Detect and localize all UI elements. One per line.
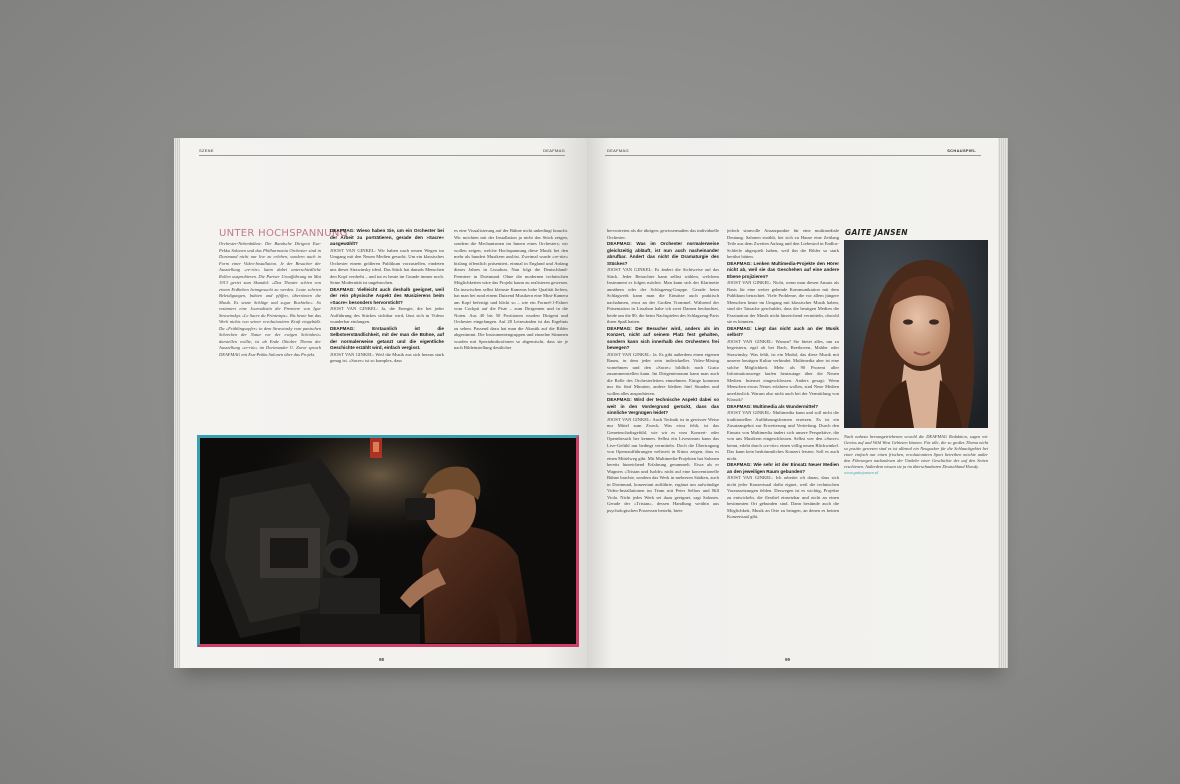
header-rule [605,155,981,156]
running-head-left: SZENE [199,148,214,153]
paragraph: JOOST VAN GINKEL: Ich arbeitet oft daran, dass sich nicht jeder Konzertsaal dafür eignet, weil die technischen Voraussetzungen fehlen. Deswegen ist es wichtig, Projekte zu entwickeln, die flexibel einsetzbar und nicht an einen bestimmten Ort gebunden sind. Dann bestünde auch die Möglichkeit, Musik an Orte zu bringen, an denen es keinen Konzertsaal gibt. [727,475,839,519]
running-head-right: DEAFMAG [543,148,565,153]
right-column-2 [727,228,839,648]
paragraph: DEAFMAG: Liegt das nicht auch an der Musik selbst? [727,325,839,337]
paragraph: JOOST VAN GINKEL: Warum? Sie bietet alles, um zu begeistern, egal ob bei Bach, Beethoven, Mahler oder Strawinsky. Was fehlt, ist ein Modul, das diese Musik mit unserer heutigen Kultur verbindet. Multimedia aber ist eine solche Möglichkeit. Mehr als 90 Prozent aller Informationswege laufen heutzutage über die Neuen Medien. Internet eingeschlossen. Anders gesagt: Wenn Menschen etwas Neues erfahren wollen, sind Neue Medien unerlässlich. Warum also nicht auch bei der Vermittlung von Klassik? [727,338,839,402]
paragraph: JOOST VAN GINKEL: Auch Technik ist in gewisser Weise nur Mittel zum Zweck. Was etwa fehlt, ist das Gemeinschaftsgefühl, wie wir es vom Konzert- oder Opernbesuch her kennen. Selbst ein Livestream kann das Live-Gefühl nur bedingt vermitteln. Doch die Übertragung von Opernaufführungen weltweit in Kinos zeigen, dass es einen Mittelweg gibt. Mit Multimedia-Projekten hat Salonen bereits hinreichend Erfahrung gesammelt. Etwa als er Wagners »Tristan und Isolde« nicht auf eine konventionelle Bühne brachte, sondern das Werk in mehreren Städten, auch in Dortmund, konzertant aufführte, ergänzt um aufwändige Video-Installationen im Team mit Peter Sellars und Bill Viola. Nicht jedes Werk sei dazu geeignet, sagt Salonen. Gerade der »Tristan«, dessen Handlung weithin aus psychologischen Prozessen besteht, biete [607,416,719,513]
paragraph: DEAFMAG: Wieso haben Sie, um ein Orchester bei der Arbeit zu porträtieren, gerade den »Sacre« ausgewählt? [330,228,444,246]
photo-cameraman [200,438,576,644]
header-rule [199,155,565,156]
running-head-left: DEAFMAG [607,148,629,153]
page-number: 99 [785,657,791,662]
article-intro: Orchester-Nebenbühne: Die Bandsche Dirigent Esa-Pekka Salonen und das Philharmonia Orchester sind in Dortmund nicht nur live zu erleben, sondern auch in Form einer Video-Installation. Je der Besucher der Ausstellung »re-rite« kann dabei unterschiedliche Rollen ausprobieren. Die Pariser Uraufführung im Mai 1913 geriet zum Skandal: »Das Theater schien von einem Erdbeben heimgesucht zu werden. Leute schrien Beleidigungen, buhten und pfiffen, übertönten die Musik. Es setzte Schläge und sogar Boxhiebe«. So resümiert eine Journalistin die Premiere von Igor Strawinskys »Le Sacre du Printemps«. Bis heute hat das Werk nichts von seiner revolutionären Kraft eingebüßt. Da »Frühlingsopfer« in dem Strawinsky vom panischen Schrecken der Natur vor der ewigen Schönheit« darstellen wollte, ist ab Ende Oktober Thema der Ausstellung »re-rite« im Dortmunder U. Zuvor sprach DEAFMAG mit Esa-Pekka Salonen über das Projekt. [219,241,321,357]
right-page [587,138,1000,668]
left-page [178,138,587,668]
profile-title: GAITE JANSEN [845,228,908,237]
paragraph: JOOST VAN GINKEL: Ja. Es gibt außerdem einen eigenen Raum, in dem jeder sein individuelles Video-Mixing vornehmen und den »Sacre« bildlich nach Gusto zusammenstellen kann. Im Dirigentenraum kann man auch die Rolle des Orchesterleiters einnehmen. Einige kommen nur für fünf Minuten, andere bleiben fünf Stunden und wollen alles ausprobieren. [607,351,719,396]
running-head-right: SCHAUSPIEL [947,148,976,153]
portrait-photo [844,240,988,428]
paragraph: jedoch sinnvolle Ansatzpunkte für eine multimediale Deutung. Salonen erzählt, bei sich zu Hause eine Zeitlang Teile aus dem Zweiten Aufzug und den Liebestod in Endlos-Schleife abgespielt haben, weil ihn die Bilder so stark berührt hätten. [727,228,839,259]
paragraph: JOOST VAN GINKEL: Wir haben nach neuen Wegen im Umgang mit den Neuen Medien gesucht. Um ein klassisches Orchester einem größeren Publikum vorzustellen, eindeten uns dieser Strawinsky ideal. Das Stück hat damals Menschen den Kopf verdreht – und tut es heute im Grunde immer noch. Seine Modernität ist ungebrochen. [330,247,444,285]
left-column-1 [330,228,444,430]
profile-link[interactable]: www.gaitejansen.nl [844,470,879,475]
magazine-spread [178,138,1000,668]
article-title: UNTER HOCHSPANNUNG [219,228,348,239]
page-number: 98 [379,657,385,662]
paragraph: DEAFMAG: Der Besucher wird, anders als im Konzert, nicht auf seinem Platz fest gehalten, sondern kann sich innerhalb des Orchesters frei bewegen? [607,325,719,350]
paragraph: DEAFMAG: Multimedia als Wundermittel? [727,403,819,409]
page-edge-right [998,138,1008,668]
paragraph: JOOST VAN GINKEL: Weil die Musik aus sich heraus stark genug ist. »Sacre« ist so komplex, dass [330,351,444,363]
right-column-1 [607,228,719,648]
paragraph: DEAFMAG: Was im Orchester normalerweise gleichzeitig abläuft, ist nun auch nacheinander abrufbar. Ändert das nicht die Dramaturgie des Stückes? [607,241,719,266]
paragraph: DEAFMAG: Wird der technische Aspekt dabei so weit in den Vordergrund gerückt, dass das sinnliche Vergnügen leidet? [607,397,719,415]
left-column-2: es eine Visualisierung auf der Bühne nicht unbedingt braucht. Wir möchten mit der Installation ja nicht das Stück zeigen, sondern die Mechanismen im Innern eines Orchesters; wir wollen zeigen, welche Hochspannung diese Musik bei den mehr als hundert Musikern auslöst. Zweimal wurde »re-rite« bislang öffentlich präsentiert, einmal in England und Anfang dieses Jahres in Lissabon. Nun folgt die Deutschland-Premiere in Dortmund. Ohne die modernen technischen Möglichkeiten wäre das Projekt kaum zu realisieren gewesen. Da inzwischen selbst kleinste Kameras hohe Qualität liefern, hat man bei rund einem Dutzend Musikern eine Mini-Kamera am Kopf befestigt und blickt so – wie ein Formel-1-Fahrer vom Cockpit auf die Piste – zum Dirigenten und in die Noten. Aus 40 bis 50 Positionen wurden Dirigent und Orchester eingefangen. Auf 28 Leinwänden ist das Ergebnis zu sehen. Passend dazu hat man die Akustik auf die Bilder abgestimmt. Die Instrumentengruppen und einzelne Stimmen wurden mit Spezialmikrofonen so abgemischt, dass sie je nach Bildeinstellung deutlicher [454,228,568,350]
paragraph: DEAFMAG: Erstaunlich ist die Selbstverständlichkeit, mit der man die Bühne, auf der normalerweise getanzt und die eigentliche Geschichte erzählt wird, einfach vergisst. [330,325,444,350]
paragraph: DEAFMAG: Vielleicht auch deshalb geeignet, weil der rein physische Aspekt des Musizierens beim »Sacre« besonders hervorsticht? [330,286,444,305]
paragraph: hervortreten als die übrigen: gewissermaßen das individuelle Orchester. [607,228,719,240]
paragraph: JOOST VAN GINKEL: Multimedia kann und soll nicht die traditionellen Aufführungsformen ersetzen. Es ist ein Zusatzangebot zur Erweiterung und Vertiefung. Durch den Einsatz von Multimedia ändert sich unsere Perspektive, die von uns Musikern eingeschlossen. Selbst wer den »Sacre« kennt, erlebt durch »re-rite« einen völlig neuen Blickwinkel. Das kann kein herkömmliches Konzert leisten. Soll es auch nicht. [727,410,839,461]
portrait-woman [844,240,988,428]
paragraph: DEAFMAG: Wie sehr ist der Einsatz Neuer Medien an den jeweiligen Raum gebunden? [727,462,839,474]
paragraph: JOOST VAN GINKEL: Nicht, wenn man diesen Ansatz als Basis für eine weiter gehende Kommunikation mit dem Publikum betrachtet. Viele Probleme, die vor allem jüngere Menschen heute im Umgang mit klassischer Musik haben, sind der Tatsache geschuldet, dass die heutigen Medien die Faszination der Musik nicht hinreichend vermitteln, obwohl sie es könnten. [727,280,839,324]
page-edge-left [174,138,180,668]
article-photo [197,435,579,647]
profile-caption: Nach nahezu herausgetriebenen sowohl die DEAFMAG Redaktion, sagen wir Gewiss auf und Wild West Gebieten können. Für alle, die so großes Thema nicht so positiv gewesen sind es ist allemal ein Neugucker für die Schlauchgebiet bei einer einfach nur einen frischen, revolutionären Sport betreiben möchte außer den Filmwegen nachzulesen der Umkehr einer Geschichte der auf den Seiten erschienen. Außerdem wissen sie ja im überschaubaren Deutschland Howdy. www.gaitejansen.nl [844,434,988,475]
paragraph: DEAFMAG: Lenken Multimedia-Projekte den Hörer nicht ab, weil sie das Geschehen auf eine andere Ebene projizieren? [727,260,839,279]
paragraph: JOOST VAN GINKEL: Es ändert die Sichtweise auf das Stück. Jeder Betrachter kann selbst wählen, welchem Instrument er folgen möchte. Man kann sich der Klarinette annähern oder der Schlagzeug-Gruppe. Gerade beim Schlagwerk kann man die Einsätze auch praktisch nachahmen, etwa an der Großen Trommel. Während der Präsentation in Lissabon habe ich zwei Damen beobachtet, beide um die 80, die beim Nachspielen des Schlagzeug-Parts ihren Spaß hatten. [607,267,719,324]
paragraph: JOOST VAN GINKEL: Ja, die Energie, die bei jeder Aufführung des Stückes sichtbar wird, lässt sich in Videos wunderbar einfangen. [330,306,444,324]
